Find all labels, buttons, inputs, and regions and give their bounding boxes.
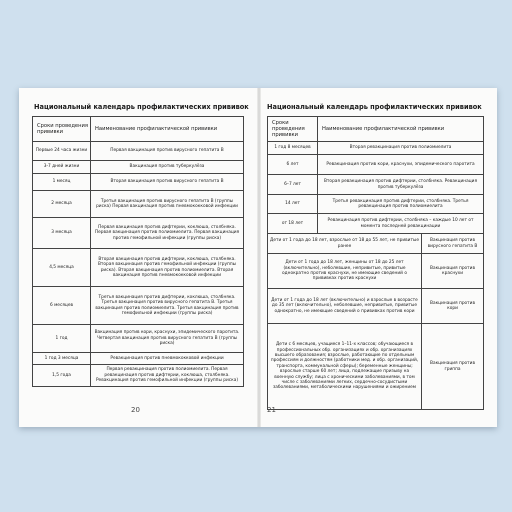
vaccine-cell: Ревакцинация против пневмококковой инфекции xyxy=(91,353,244,365)
page-number: 20 xyxy=(131,406,140,414)
booklet-spread xyxy=(19,88,497,427)
vaccine-cell: Вакцинация против вирусного гепатита В xyxy=(422,234,484,254)
table-row xyxy=(33,325,244,353)
page-title: Национальный календарь профилактических прививок xyxy=(34,103,249,111)
term-cell: 2 месяца xyxy=(33,191,91,218)
vaccine-cell: Третья ревакцинация против дифтерии, столбняка. Третья ревакцинация против полиомиелита xyxy=(318,195,484,214)
vaccine-cell: Вторая вакцинация против вирусного гепатита В xyxy=(91,174,244,191)
term-cell: 3 месяца xyxy=(33,218,91,249)
table-row xyxy=(268,289,484,324)
table-row xyxy=(268,155,484,175)
table-row xyxy=(33,191,244,218)
group-cell: Дети с 6 месяцев, учащиеся 1–11-х классов; обучающиеся в профессиональных обр. организациях и обр. организациях высшего образования; взрослые, работающие по отдельным профессиям и должностям (работники мед. и обр. организаций, транспорта, коммунальной сферы); беременные женщины; взрослые старше 60 лет; лица, подлежащие призыву на военную службу; лица с хроническими заболеваниями, в том числе с заболеваниями легких, сердечно-сосудистыми заболеваниями, метаболическими нарушениями и ожирением xyxy=(268,324,422,410)
vaccine-cell: Вакцинация против краснухи xyxy=(422,254,484,289)
vaccine-cell: Вакцинация против гриппа xyxy=(422,324,484,410)
term-cell: 1 год 3 месяца xyxy=(33,353,91,365)
term-cell: 1,5 года xyxy=(33,365,91,387)
term-cell: 14 лет xyxy=(268,195,318,214)
term-cell: 1 месяц xyxy=(33,174,91,191)
vaccine-cell: Вакцинация против кори xyxy=(422,289,484,324)
vaccine-cell: Вакцинация против кори, краснухи, эпидемического паротита. Четвертая вакцинация против вирусного гепатита В (группы риска) xyxy=(91,325,244,353)
vaccine-cell: Третья вакцинация против дифтерии, коклюша, столбняка. Третья вакцинация против вирусного гепатита В. Третья вакцинация против полиомиелита. Третья вакцинация против гемофильной инфекции (группы риска) xyxy=(91,287,244,325)
left-page xyxy=(19,88,257,427)
term-cell: от 18 лет xyxy=(268,214,318,234)
term-cell: 6 месяцев xyxy=(33,287,91,325)
group-cell: Дети от 1 года до 18 лет, взрослые от 18 до 55 лет, не привитые ранее xyxy=(268,234,422,254)
table-row xyxy=(268,175,484,195)
group-cell: Дети от 1 года до 18 лет (включительно) и взрослые в возрасте до 35 лет (включительно), неболевшие, непривитые, привитые однократно, не имеющие сведений о прививках против кори xyxy=(268,289,422,324)
table-header-row xyxy=(33,117,244,142)
table-row xyxy=(33,365,244,387)
vaccine-cell: Вторая ревакцинация против полиомиелита xyxy=(318,142,484,155)
table-row xyxy=(33,249,244,287)
table-row xyxy=(33,174,244,191)
vaccine-cell: Первая вакцинация против вирусного гепатита В xyxy=(91,142,244,161)
table-row xyxy=(33,161,244,174)
header-name: Наименование профилактической прививки xyxy=(91,117,244,142)
table-row xyxy=(33,287,244,325)
table-row xyxy=(268,254,484,289)
page-title: Национальный календарь профилактических прививок xyxy=(267,103,482,111)
table-row xyxy=(33,142,244,161)
page-number: 21 xyxy=(267,406,276,414)
vaccination-table-left xyxy=(32,116,244,387)
header-term: Сроки проведения прививки xyxy=(33,117,91,142)
vaccine-cell: Вторая вакцинация против дифтерии, коклюша, столбняка. Вторая вакцинация против гемофильной инфекции (группы риска). Вторая вакцинация против полиомиелита. Вторая вакцинация против пневмококковой инфекции xyxy=(91,249,244,287)
vaccine-cell: Вакцинация против туберкулёза xyxy=(91,161,244,174)
table-row xyxy=(268,214,484,234)
term-cell: 6–7 лет xyxy=(268,175,318,195)
right-page xyxy=(261,88,497,427)
header-term: Сроки проведения прививки xyxy=(268,117,318,142)
header-name: Наименование профилактической прививки xyxy=(318,117,484,142)
table-row xyxy=(268,324,484,410)
term-cell: 3-7 дней жизни xyxy=(33,161,91,174)
table-row xyxy=(33,218,244,249)
term-cell: Первые 24 часа жизни xyxy=(33,142,91,161)
vaccine-cell: Вторая ревакцинация против дифтерии, столбняка. Ревакцинация против туберкулёза xyxy=(318,175,484,195)
vaccine-cell: Ревакцинация против дифтерии, столбняка – каждые 10 лет от момента последней ревакцинации xyxy=(318,214,484,234)
table-row xyxy=(33,353,244,365)
table-row xyxy=(268,234,484,254)
vaccine-cell: Первая вакцинация против дифтерии, коклюша, столбняка. Первая вакцинация против полиомиелита. Первая вакцинация против гемофильной инфекции (группы риска) xyxy=(91,218,244,249)
vaccine-cell: Первая ревакцинация против полиомиелита. Первая ревакцинация против дифтерии, коклюша, столбняка. Ревакцинация против гемофильной инфекции (группы риска) xyxy=(91,365,244,387)
term-cell: 1 год 8 месяцев xyxy=(268,142,318,155)
table-row xyxy=(268,195,484,214)
vaccination-table-right xyxy=(267,116,484,410)
vaccine-cell: Ревакцинация против кори, краснухи, эпидемического паротита xyxy=(318,155,484,175)
table-row xyxy=(268,142,484,155)
table-header-row xyxy=(268,117,484,142)
term-cell: 6 лет xyxy=(268,155,318,175)
group-cell: Дети от 1 года до 18 лет, женщины от 18 до 25 лет (включительно), неболевшие, непривитые, привитые однократно против краснухи, не имеющие сведений о прививках против краснухи xyxy=(268,254,422,289)
term-cell: 1 год xyxy=(33,325,91,353)
term-cell: 4,5 месяца xyxy=(33,249,91,287)
vaccine-cell: Третья вакцинация против вирусного гепатита В (группы риска) Первая вакцинация против пневмококковой инфекции xyxy=(91,191,244,218)
